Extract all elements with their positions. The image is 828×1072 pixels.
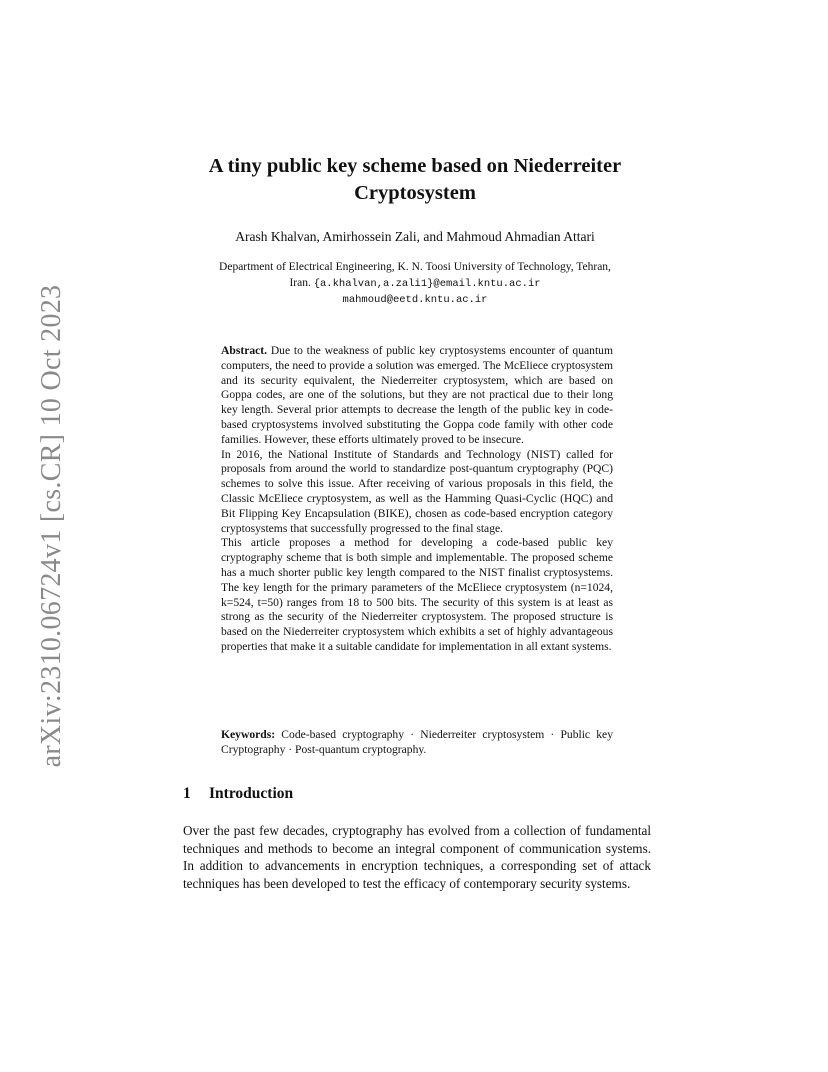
affiliation-line: Department of Electrical Engineering, K. N. Toosi University of Technology, Tehran, [219, 261, 611, 273]
keywords-label: Keywords: [221, 728, 276, 741]
paper-title [175, 153, 655, 207]
title-line-2: Cryptosystem [354, 182, 476, 204]
abstract-paragraph-2: In 2016, the National Institute of Standards and Technology (NIST) called for proposals from around the world to standardize post-quantum cryptography (PQC) schemes to solve this issue. After receiving of various proposals in this field, the Classic McEliece cryptosystem, as well as the Hamming Quasi-Cyclic (HQC) and Bit Flipping Key Encapsulation (BIKE), chosen as code-based encryption category cryptosystems that successfully progressed to the final stage. [221, 447, 613, 535]
arxiv-identifier-stamp: arXiv:2310.06724v1 [cs.CR] 10 Oct 2023 [36, 284, 67, 768]
introduction-paragraph: Over the past few decades, cryptography has evolved from a collection of fundamental techniques and methods to become an integral component of communication systems. In addition to advancements in encryption techniques, a corresponding set of attack techniques has been developed to test the efficacy of contemporary security systems. [183, 823, 651, 891]
section-title: Introduction [209, 785, 294, 802]
section-heading [183, 785, 293, 803]
title-line-1: A tiny public key scheme based on Niederreiter [208, 155, 622, 177]
keywords-text: Code-based cryptography · Niederreiter cryptosystem · Public key Cryptography · Post-quantum cryptography. [221, 728, 613, 756]
email-address[interactable]: {a.khalvan,a.zali1}@email.kntu.ac.ir [313, 278, 541, 290]
abstract [221, 344, 613, 655]
keywords [221, 728, 613, 758]
affiliation-country: Iran. [289, 277, 311, 289]
abstract-label: Abstract. [221, 344, 268, 357]
section-number: 1 [183, 785, 191, 802]
abstract-paragraph-3: This article proposes a method for developing a code-based public key cryptography scheme that is both simple and implementable. The proposed scheme has a much shorter public key length compared to the NIST finalist cryptosystems. The key length for the primary parameters of the McEliece cryptosystem (n=1024, k=524, t=50) ranges from 18 to 500 bits. The security of this system is at least as strong as the security of the Niederreiter cryptosystem. The proposed structure is based on the Niederreiter cryptosystem which exhibits a set of highly advantageous properties that make it a suitable candidate for implementation in all extant systems. [221, 536, 613, 653]
abstract-text-1: Due to the weakness of public key cryptosystems encounter of quantum computers, the need to provide a solution was emerged. The McEliece cryptosystem and its security equivalent, the Niederreiter cryptosystem, which are based on Goppa codes, are one of the solutions, but they are not practical due to their long key length. Several prior attempts to decrease the length of the public key in code-based cryptosystems involved substituting the Goppa code family with other code families. However, these efforts ultimately proved to be insecure. [221, 344, 613, 446]
affiliation [175, 259, 655, 308]
abstract-paragraph-1 [221, 344, 613, 448]
email-address-2[interactable]: mahmoud@eetd.kntu.ac.ir [342, 294, 488, 306]
author-list: Arash Khalvan, Amirhossein Zali, and Mahmoud Ahmadian Attari [235, 229, 595, 244]
affiliation-email-line [175, 275, 655, 292]
